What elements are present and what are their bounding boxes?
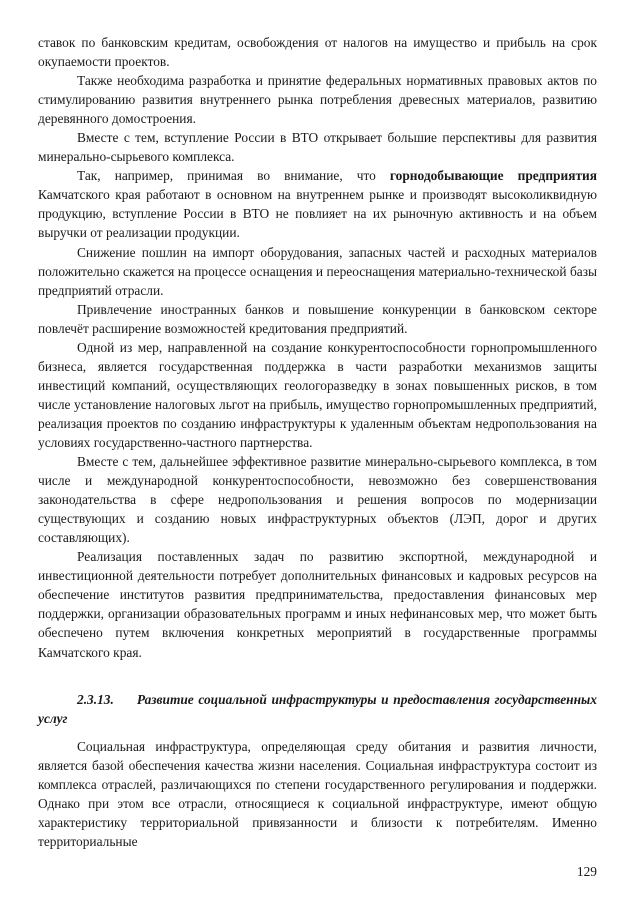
section-number: 2.3.13. (77, 691, 114, 707)
paragraph-state-support: Одной из мер, направленной на создание конкурентоспособности горнопромышленного бизнеса, является государственная поддержка в части разработки механизмов защиты инвестиций компаний, осуществляющих геологоразведку в зонах повышенных рисков, в том числе установление налоговых льгот на прибыль, имущество горнопромышленных предприятий, реализация проектов по созданию инфраструктуры к удаленным объектам недропользования на условиях государственно-частного партнерства. (38, 339, 597, 450)
section-heading (38, 690, 597, 728)
mining-text-end: Камчатского края работают в основном на внутреннем рынке и производят высоколиквидную продукцию, вступление России в ВТО не повлияет на их рыночную активность и на объем выручки от реализации продукции. (38, 187, 597, 241)
paragraph-continuation: ставок по банковским кредитам, освобождения от налогов на имущество и прибыль на срок окупаемости проектов. (38, 35, 597, 70)
paragraph-wto-prospects: Вместе с тем, вступление России в ВТО открывает большие перспективы для развития минерально-сырьевого комплекса. (38, 130, 597, 165)
paragraph-normative-acts: Также необходима разработка и принятие федеральных нормативных правовых актов по стимулированию развития внутреннего рынка потребления древесных материалов, развитию деревянного домостроения. (38, 73, 597, 127)
paragraph-social-infrastructure: Социальная инфраструктура, определяющая среду обитания и развития личности, является базой обеспечения качества жизни населения. Социальная инфраструктура состоит из комплекса отраслей, различающихся по степени государственного регулирования и поддержки. Однако при этом все отрасли, относящиеся к социальной инфраструктуре, имеют общую характеристику территориальной привязанности и близости к потребителям. Именно территориальные (38, 738, 597, 849)
mining-text-start: Так, например, принимая во внимание, что (77, 168, 390, 184)
paragraph-legislation: Вместе с тем, дальнейшее эффективное развитие минерально-сырьевого комплекса, в том числе и международной конкурентоспособности, невозможно без совершенствования законодательства в сфере недропользования и решения вопросов по модернизации существующих и созданию новых инфраструктурных объектов (ЛЭП, дорог и других составляющих). (38, 454, 597, 546)
paragraph-export-resources: Реализация поставленных задач по развитию экспортной, международной и инвестиционной деятельности потребует дополнительных финансовых и кадровых ресурсов на обеспечение институтов развития предпринимательства, предоставления финансовых мер поддержки, организации образовательных программ и иных нефинансовых мер, что может быть обеспечено путем включения конкретных мероприятий в государственные программы Камчатского края. (38, 549, 597, 660)
mining-bold-term: горнодобывающие предприятия (389, 168, 597, 184)
page-number: 129 (576, 864, 597, 879)
document-page (38, 33, 597, 851)
section-title: Развитие социальной инфраструктуры и предоставления государственных услуг (38, 691, 597, 726)
paragraph-import-duties: Снижение пошлин на импорт оборудования, запасных частей и расходных материалов положительно скажется на процессе оснащения и переоснащения материально-технической базы предприятий отрасли. (38, 244, 597, 298)
paragraph-foreign-banks: Привлечение иностранных банков и повышение конкуренции в банковском секторе повлечёт расширение возможностей кредитования предприятий. (38, 301, 597, 336)
paragraph-mining-enterprises (38, 166, 597, 242)
